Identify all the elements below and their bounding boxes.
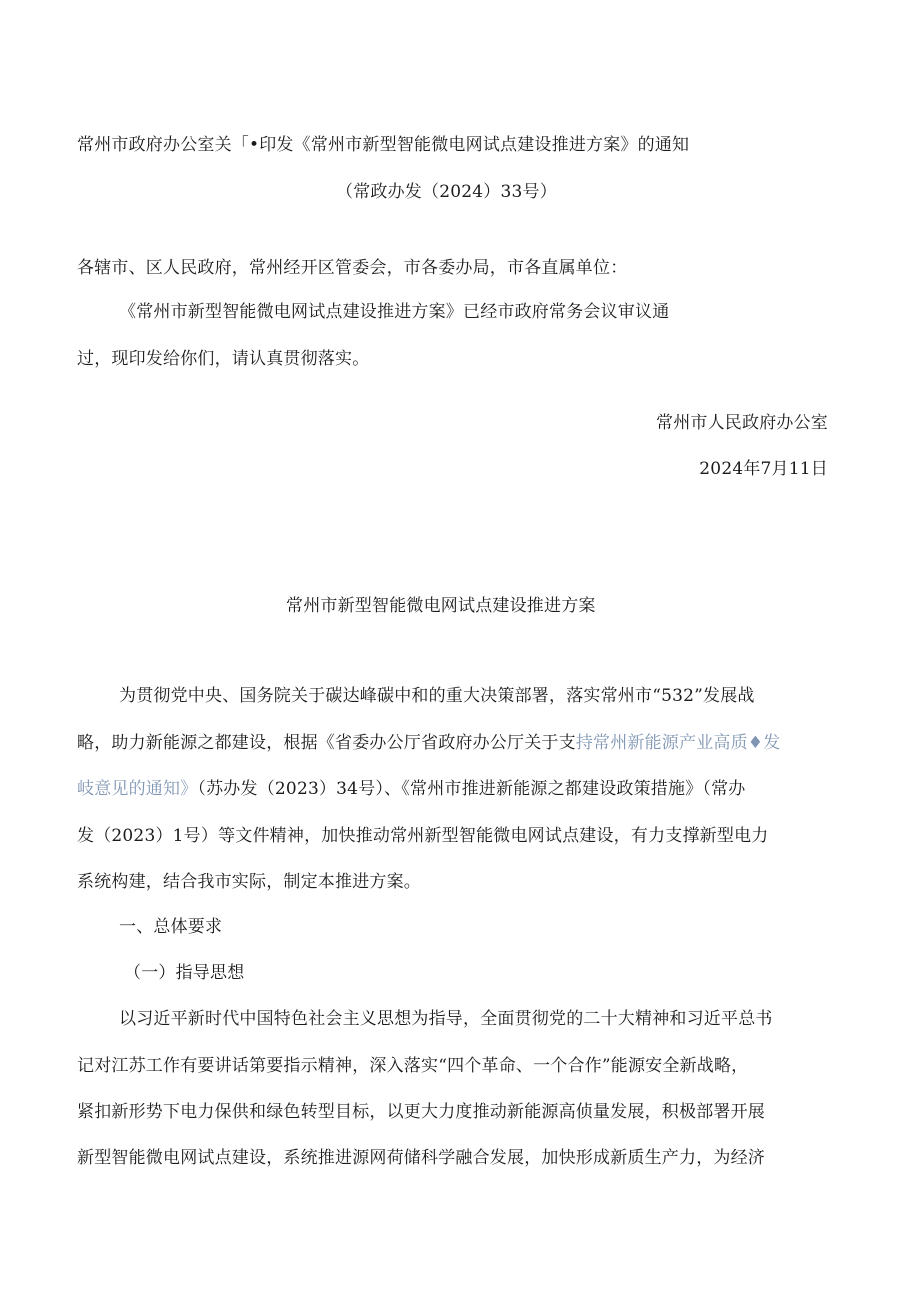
document-link[interactable]: 岐意见的通知》 [77,779,198,799]
issue-date: 2024年7月11日 [699,459,828,479]
intro-line: 为贯彻党中央、国务院关于碳达峰碳中和的重大决策部署，落实常州市“532”发展战 [119,686,755,706]
plan-title: 常州市新型智能微电网试点建设推进方案 [286,596,596,616]
intro-line: 系统构建，结合我市实际，制定本推进方案。 [77,872,421,892]
intro-text: 略，助力新能源之都建设，根据《省委办公厅省政府办公厅关于支 [77,733,576,753]
intro-line: 发（2023）1号）等文件精神，加快推动常州新型智能微电网试点建设，有力支撑新型电力 [77,826,769,846]
guiding-line: 紧扣新形势下电力保供和绿色转型目标，以更大力度推动新能源高侦量发展，积极部署开展 [77,1102,765,1122]
notice-body-line: 过，现印发给你们，请认真贯彻落实。 [77,349,370,369]
issuer: 常州市人民政府办公室 [656,413,828,433]
guiding-line: 新型智能微电网试点建设，系统推进源网荷储科学融合发展，加快形成新质生产力，为经济 [77,1148,765,1168]
section-heading: 一、总体要求 [119,917,223,937]
intro-line [77,735,780,752]
subsection-heading: （一）指导思想 [124,963,245,983]
guiding-line: 以习近平新时代中国特色社会主义思想为指导，全面贯彻党的二十大精神和习近平总书 [119,1009,773,1029]
recipients: 各辖市、区人民政府，常州经开区管委会，市各委办局，市各直属单位： [77,258,628,278]
intro-text: （苏办发（2023）34号）、《常州市推进新能源之都建设政策措施》（常办 [197,779,746,799]
doc-number: （常政办发（2024）33号） [336,182,557,202]
notice-title: 常州市政府办公室关「•印发《常州市新型智能微电网试点建设推进方案》的通知 [77,135,690,155]
intro-line [77,781,746,798]
guiding-line: 记对江苏工作有要讲话第要指示精神，深入落实“四个革命、一个合作”能源安全新战略， [77,1056,749,1076]
document-link[interactable]: 持常州新能源产业高质♦发 [575,733,781,753]
notice-body-line: 《常州市新型智能微电网试点建设推进方案》已经市政府常务会议审议通 [119,302,670,322]
